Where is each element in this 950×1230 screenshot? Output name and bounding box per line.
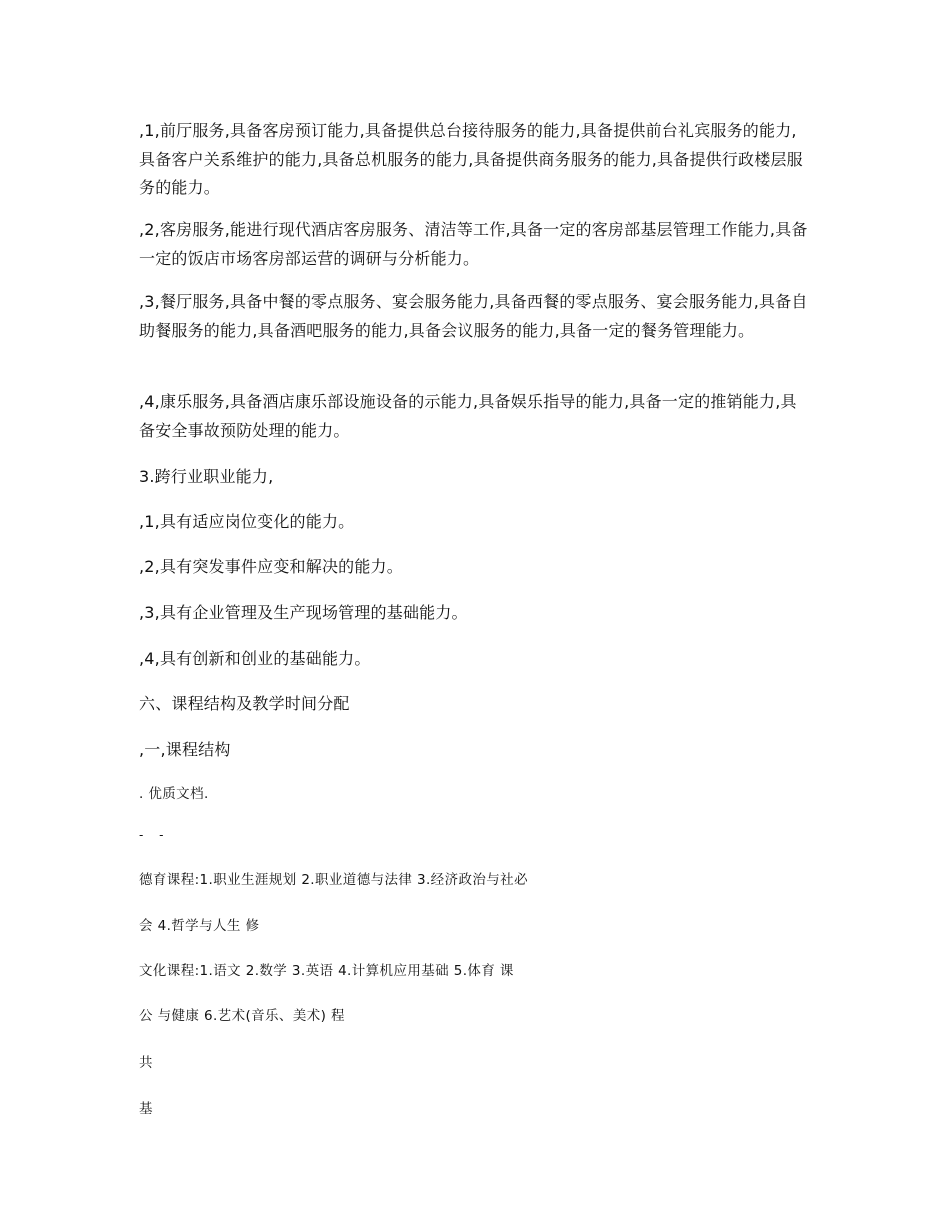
list-item: ,1,具有适应岗位变化的能力。 xyxy=(139,512,355,531)
list-item: ,2,具有突发事件应变和解决的能力。 xyxy=(139,557,403,576)
section-heading: 六、课程结构及教学时间分配 xyxy=(139,694,350,713)
list-item: ,3,具有企业管理及生产现场管理的基础能力。 xyxy=(139,603,468,622)
paragraph-housekeeping: ,2,客房服务,能进行现代酒店客房服务、清洁等工作,具备一定的客房部基层管理工作能力,具备一定的饭店市场客房部运营的调研与分析能力。 xyxy=(139,220,808,268)
paragraph-restaurant: ,3,餐厅服务,具备中餐的零点服务、宴会服务能力,具备西餐的零点服务、宴会服务能力,具备自助餐服务的能力,具备酒吧服务的能力,具备会议服务的能力,具备一定的餐务管理能力。 xyxy=(139,292,808,340)
footer-note: . 优质文档. xyxy=(139,786,209,802)
subsection-heading: ,一,课程结构 xyxy=(139,740,231,759)
list-item: ,4,具有创新和创业的基础能力。 xyxy=(139,649,371,668)
heading-cross-industry: 3.跨行业职业能力, xyxy=(139,467,274,486)
dash-separator: - - xyxy=(139,828,170,842)
paragraph-front-desk: ,1,前厅服务,具备客房预订能力,具备提供总台接待服务的能力,具备提供前台礼宾服务的能力,具备客户关系维护的能力,具备总机服务的能力,具备提供商务服务的能力,具备提供行政楼层服务的能力。 xyxy=(139,121,803,197)
paragraph-recreation: ,4,康乐服务,具备酒店康乐部设施设备的示能力,具备娱乐指导的能力,具备一定的推销能力,具备安全事故预防处理的能力。 xyxy=(139,392,797,440)
table-line: 会 4.哲学与人生 修 xyxy=(139,918,260,934)
table-line: 基 xyxy=(139,1101,153,1117)
table-line: 共 xyxy=(139,1055,153,1071)
table-line: 德育课程:1.职业生涯规划 2.职业道德与法律 3.经济政治与社必 xyxy=(139,872,528,888)
table-line: 公 与健康 6.艺术(音乐、美术) 程 xyxy=(139,1008,345,1024)
table-line: 文化课程:1.语文 2.数学 3.英语 4.计算机应用基础 5.体育 课 xyxy=(139,963,514,979)
